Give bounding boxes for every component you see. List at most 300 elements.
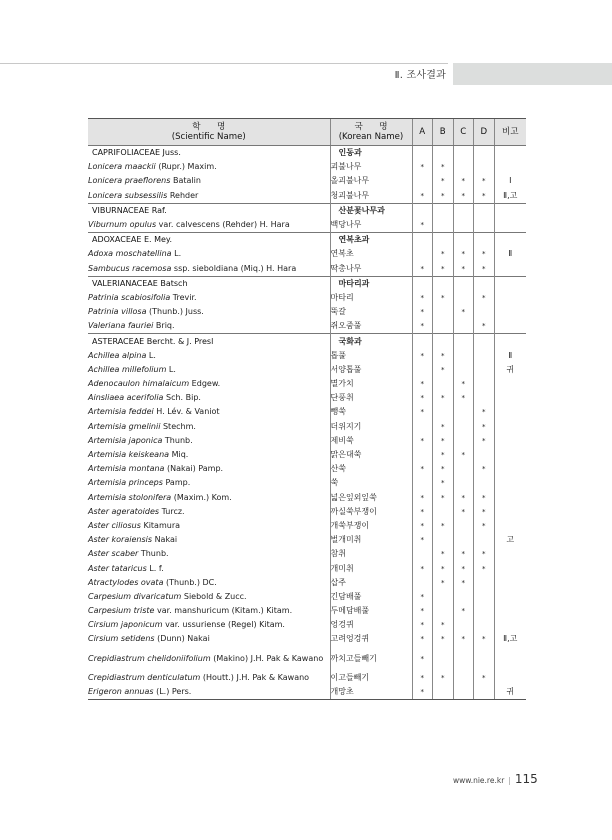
site-d-mark	[474, 276, 495, 291]
korean-name-cell: 엉겅퀴	[330, 618, 412, 632]
site-c-mark: *	[453, 189, 474, 204]
site-a-mark: *	[412, 189, 433, 204]
scientific-name-cell	[88, 262, 330, 277]
note-cell	[494, 160, 526, 174]
species-epithet: Aster ageratoides	[88, 506, 160, 516]
site-a-mark: *	[412, 604, 433, 618]
site-c-mark: *	[453, 448, 474, 462]
scientific-name-cell	[88, 533, 330, 547]
korean-name-cell: 단풍취	[330, 391, 412, 405]
site-d-mark: *	[474, 519, 495, 533]
note-cell	[494, 233, 526, 248]
site-d-mark: *	[474, 671, 495, 685]
site-a-mark: *	[412, 218, 433, 233]
species-row	[88, 174, 526, 188]
note-cell	[494, 391, 526, 405]
note-cell	[494, 647, 526, 671]
col-header-note: 비고	[494, 119, 526, 146]
scientific-name-cell	[88, 247, 330, 261]
species-authority: (Maxim.) Kom.	[171, 492, 232, 502]
site-c-mark: *	[453, 561, 474, 575]
site-c-mark	[453, 349, 474, 363]
species-epithet: Achillea millefolium	[88, 364, 167, 374]
scientific-name-cell	[88, 561, 330, 575]
site-b-mark: *	[433, 547, 454, 561]
species-authority: Thunb.	[162, 435, 193, 445]
col-header-korean	[330, 119, 412, 146]
species-authority: L.	[146, 350, 156, 360]
site-d-mark	[474, 618, 495, 632]
scientific-name-cell	[88, 462, 330, 476]
site-b-mark: *	[433, 247, 454, 261]
site-c-mark	[453, 146, 474, 161]
species-authority: Pamp.	[162, 478, 191, 488]
site-c-mark	[453, 434, 474, 448]
site-c-mark: *	[453, 247, 474, 261]
korean-name-cell: 넓은잎외잎쑥	[330, 491, 412, 505]
page-number: 115	[514, 772, 538, 786]
site-a-mark: *	[412, 505, 433, 519]
site-b-mark	[433, 405, 454, 419]
note-cell	[494, 405, 526, 419]
site-a-mark	[412, 547, 433, 561]
species-row	[88, 363, 526, 377]
site-a-mark: *	[412, 291, 433, 305]
site-c-mark	[453, 319, 474, 334]
site-b-mark	[433, 533, 454, 547]
site-c-mark	[453, 618, 474, 632]
note-cell: 고	[494, 533, 526, 547]
note-cell	[494, 146, 526, 161]
korean-name-cell: 까치고들빼기	[330, 647, 412, 671]
site-a-mark: *	[412, 405, 433, 419]
species-row	[88, 218, 526, 233]
site-b-mark: *	[433, 189, 454, 204]
korean-name-cell: 뺑쑥	[330, 405, 412, 419]
korean-name-cell: 개쑥부쟁이	[330, 519, 412, 533]
site-b-mark: *	[433, 291, 454, 305]
korean-name-cell: 벌개미취	[330, 533, 412, 547]
species-row	[88, 476, 526, 490]
col-header-scientific-en: (Scientific Name)	[171, 132, 246, 142]
korean-name-cell: 고려엉겅퀴	[330, 632, 412, 646]
scientific-name-cell: VALERIANACEAE Batsch	[88, 276, 330, 291]
site-a-mark: *	[412, 632, 433, 646]
site-c-mark: *	[453, 305, 474, 319]
scientific-name-cell	[88, 363, 330, 377]
species-epithet: Artemisia stolonifera	[88, 492, 172, 502]
korean-name-cell: 긴담배풀	[330, 590, 412, 604]
site-c-mark: *	[453, 576, 474, 590]
site-a-mark	[412, 334, 433, 349]
site-d-mark	[474, 160, 495, 174]
section-title: Ⅱ. 조사결과	[394, 70, 446, 81]
site-c-mark	[453, 685, 474, 700]
species-epithet: Viburnum opulus	[88, 220, 157, 230]
site-a-mark: *	[412, 319, 433, 334]
site-a-mark: *	[412, 671, 433, 685]
species-epithet: Adoxa moschatellina	[88, 249, 172, 259]
site-a-mark	[412, 247, 433, 261]
site-a-mark	[412, 476, 433, 490]
family-row	[88, 334, 526, 349]
site-b-mark: *	[433, 448, 454, 462]
site-a-mark: *	[412, 160, 433, 174]
site-b-mark: *	[433, 174, 454, 188]
species-row	[88, 160, 526, 174]
site-c-mark	[453, 647, 474, 671]
species-epithet: Crepidiastrum chelidoniifolium	[88, 653, 211, 663]
korean-name-cell: 제비쑥	[330, 434, 412, 448]
korean-name-cell: 멸가치	[330, 377, 412, 391]
scientific-name-cell: CAPRIFOLIACEAE Juss.	[92, 148, 181, 158]
korean-name-cell: 연복초과	[330, 233, 412, 248]
species-epithet: Ainsliaea acerifolia	[88, 393, 164, 403]
site-b-mark	[433, 203, 454, 218]
korean-name-cell: 산쑥	[330, 462, 412, 476]
scientific-name-cell: VIBURNACEAE Raf.	[88, 203, 330, 218]
note-cell: Ⅱ,고	[494, 632, 526, 646]
site-c-mark: *	[453, 491, 474, 505]
scientific-name-cell	[88, 174, 330, 188]
note-cell	[494, 305, 526, 319]
species-row	[88, 448, 526, 462]
site-d-mark: *	[474, 547, 495, 561]
site-b-mark: *	[433, 618, 454, 632]
site-a-mark	[412, 420, 433, 434]
species-row	[88, 377, 526, 391]
note-cell	[494, 276, 526, 291]
site-c-mark: *	[453, 377, 474, 391]
species-row	[88, 576, 526, 590]
species-row	[88, 519, 526, 533]
korean-name-cell: 괴불나무	[330, 160, 412, 174]
note-cell: Ⅰ	[494, 174, 526, 188]
site-a-mark	[412, 233, 433, 248]
species-row	[88, 547, 526, 561]
note-cell	[494, 420, 526, 434]
site-a-mark: *	[412, 462, 433, 476]
site-b-mark: *	[433, 391, 454, 405]
site-a-mark	[412, 576, 433, 590]
site-d-mark: *	[474, 505, 495, 519]
site-d-mark	[474, 305, 495, 319]
species-epithet: Lonicera maackii	[88, 162, 156, 172]
col-header-korean-ko: 국 명	[354, 122, 388, 132]
site-c-mark: *	[453, 505, 474, 519]
site-b-mark	[433, 377, 454, 391]
site-c-mark	[453, 233, 474, 248]
scientific-name-cell	[88, 420, 330, 434]
site-c-mark	[453, 671, 474, 685]
note-cell	[494, 262, 526, 277]
site-b-mark	[433, 319, 454, 334]
note-cell	[494, 319, 526, 334]
site-a-mark: *	[412, 491, 433, 505]
scientific-name-cell	[88, 590, 330, 604]
site-d-mark: *	[474, 174, 495, 188]
site-b-mark: *	[433, 420, 454, 434]
site-d-mark	[474, 647, 495, 671]
col-header-scientific	[88, 119, 330, 146]
site-b-mark	[433, 505, 454, 519]
species-row	[88, 391, 526, 405]
scientific-name-cell	[88, 189, 330, 204]
note-cell	[494, 377, 526, 391]
species-epithet: Artemisia keiskeana	[88, 450, 170, 460]
note-cell: 귀	[494, 363, 526, 377]
header-rule	[0, 63, 448, 64]
species-authority: Edgew.	[189, 379, 221, 389]
species-authority: Miq.	[169, 450, 189, 460]
species-row	[88, 462, 526, 476]
note-cell	[494, 618, 526, 632]
site-a-mark: *	[412, 305, 433, 319]
species-epithet: Artemisia feddei	[88, 407, 154, 417]
species-authority: Sch. Bip.	[163, 393, 201, 403]
species-epithet: Artemisia montana	[88, 464, 165, 474]
site-c-mark: *	[453, 391, 474, 405]
species-authority: (Houtt.) J.H. Pak & Kawano	[200, 672, 310, 682]
species-authority: (Rupr.) Maxim.	[155, 162, 217, 172]
site-a-mark: *	[412, 377, 433, 391]
col-header-a: A	[412, 119, 433, 146]
site-b-mark	[433, 218, 454, 233]
site-d-mark: *	[474, 434, 495, 448]
site-c-mark: *	[453, 174, 474, 188]
site-d-mark	[474, 334, 495, 349]
scientific-name-cell	[88, 218, 330, 233]
note-cell: Ⅱ	[494, 247, 526, 261]
korean-name-cell: 산분꽃나무과	[330, 203, 412, 218]
species-table	[88, 118, 526, 700]
scientific-name-cell	[88, 632, 330, 646]
col-header-b: B	[433, 119, 454, 146]
species-authority: var. calvescens (Rehder) H. Hara	[156, 220, 290, 230]
site-a-mark: *	[412, 561, 433, 575]
site-b-mark: *	[433, 363, 454, 377]
site-d-mark	[474, 233, 495, 248]
scientific-name-cell	[88, 305, 330, 319]
species-epithet: Achillea alpina	[88, 350, 147, 360]
note-cell: Ⅱ	[494, 349, 526, 363]
species-row	[88, 618, 526, 632]
site-d-mark: *	[474, 420, 495, 434]
site-b-mark	[433, 146, 454, 161]
species-epithet: Artemisia princeps	[88, 478, 163, 488]
site-c-mark	[453, 334, 474, 349]
site-d-mark	[474, 685, 495, 700]
site-b-mark: *	[433, 632, 454, 646]
footer-url: www.nie.re.kr	[453, 776, 505, 785]
site-d-mark: *	[474, 632, 495, 646]
korean-name-cell: 이고들빼기	[330, 671, 412, 685]
site-d-mark	[474, 203, 495, 218]
species-epithet: Aster koraiensis	[88, 535, 153, 545]
site-c-mark	[453, 462, 474, 476]
site-b-mark: *	[433, 476, 454, 490]
species-epithet: Artemisia gmelinii	[88, 421, 161, 431]
scientific-name-cell	[88, 434, 330, 448]
section-tab-box	[453, 63, 612, 85]
site-d-mark: *	[474, 319, 495, 334]
site-d-mark	[474, 576, 495, 590]
species-authority: var. ussuriense (Regel) Kitam.	[162, 620, 285, 630]
footer-separator: |	[508, 776, 511, 785]
scientific-name-cell	[88, 391, 330, 405]
site-c-mark	[453, 420, 474, 434]
col-header-d: D	[474, 119, 495, 146]
korean-name-cell: 개망초	[330, 685, 412, 700]
species-row	[88, 604, 526, 618]
species-epithet: Sambucus racemosa	[88, 263, 172, 273]
site-a-mark: *	[412, 349, 433, 363]
note-cell	[494, 334, 526, 349]
note-cell	[494, 434, 526, 448]
korean-name-cell: 삽주	[330, 576, 412, 590]
site-d-mark	[474, 146, 495, 161]
note-cell	[494, 576, 526, 590]
site-d-mark	[474, 476, 495, 490]
species-row	[88, 434, 526, 448]
korean-name-cell: 더위지기	[330, 420, 412, 434]
korean-name-cell: 백당나무	[330, 218, 412, 233]
species-authority: Nakai	[152, 535, 178, 545]
site-c-mark	[453, 533, 474, 547]
site-d-mark	[474, 349, 495, 363]
site-c-mark	[453, 291, 474, 305]
site-a-mark: *	[412, 391, 433, 405]
species-authority: Rehder	[167, 190, 199, 200]
site-d-mark: *	[474, 189, 495, 204]
korean-name-cell: 국화과	[330, 334, 412, 349]
site-b-mark: *	[433, 349, 454, 363]
note-cell	[494, 590, 526, 604]
site-b-mark	[433, 334, 454, 349]
korean-name-cell: 뚝갈	[330, 305, 412, 319]
species-epithet: Adenocaulon himalaicum	[88, 379, 190, 389]
korean-name-cell: 참취	[330, 547, 412, 561]
note-cell: 귀	[494, 685, 526, 700]
korean-name-cell: 쥐오줌풀	[330, 319, 412, 334]
site-a-mark: *	[412, 647, 433, 671]
note-cell	[494, 505, 526, 519]
species-epithet: Aster scaber	[88, 549, 139, 559]
site-a-mark: *	[412, 533, 433, 547]
site-d-mark: *	[474, 291, 495, 305]
species-epithet: Carpesium triste	[88, 606, 155, 616]
site-b-mark: *	[433, 262, 454, 277]
species-row	[88, 632, 526, 646]
col-header-korean-en: (Korean Name)	[338, 132, 404, 142]
site-b-mark: *	[433, 561, 454, 575]
species-authority: L.	[171, 249, 182, 259]
site-b-mark	[433, 590, 454, 604]
site-c-mark	[453, 160, 474, 174]
scientific-name-cell	[88, 349, 330, 363]
site-d-mark	[474, 590, 495, 604]
family-row	[88, 233, 526, 248]
species-authority: (Makino) J.H. Pak & Kawano	[210, 653, 324, 663]
table-header-row	[88, 119, 526, 146]
site-a-mark: *	[412, 434, 433, 448]
site-c-mark: *	[453, 604, 474, 618]
scientific-name-cell: ADOXACEAE E. Mey.	[88, 233, 330, 248]
site-a-mark: *	[412, 685, 433, 700]
site-b-mark	[433, 276, 454, 291]
species-authority: (Thunb.) DC.	[163, 577, 217, 587]
note-cell	[494, 547, 526, 561]
site-d-mark	[474, 533, 495, 547]
site-d-mark	[474, 448, 495, 462]
scientific-name-cell	[88, 377, 330, 391]
site-c-mark	[453, 405, 474, 419]
scientific-name-cell	[88, 618, 330, 632]
korean-name-cell: 인동과	[330, 146, 412, 161]
scientific-name-cell	[88, 491, 330, 505]
site-a-mark	[412, 363, 433, 377]
scientific-name-cell	[88, 448, 330, 462]
site-d-mark: *	[474, 247, 495, 261]
korean-name-cell: 올괴불나무	[330, 174, 412, 188]
species-row	[88, 590, 526, 604]
site-d-mark: *	[474, 405, 495, 419]
col-header-c: C	[453, 119, 474, 146]
korean-name-cell: 서양톱풀	[330, 363, 412, 377]
site-c-mark: *	[453, 547, 474, 561]
site-b-mark: *	[433, 491, 454, 505]
scientific-name-cell	[88, 519, 330, 533]
table-body	[88, 146, 526, 700]
site-b-mark: *	[433, 576, 454, 590]
family-row	[88, 203, 526, 218]
species-row	[88, 533, 526, 547]
species-row	[88, 291, 526, 305]
korean-name-cell: 맑은대쑥	[330, 448, 412, 462]
scientific-name-cell	[88, 319, 330, 334]
site-b-mark	[433, 685, 454, 700]
species-row	[88, 189, 526, 204]
site-b-mark	[433, 233, 454, 248]
species-authority: L.	[166, 364, 176, 374]
col-header-scientific-ko: 학 명	[192, 122, 226, 132]
species-row	[88, 349, 526, 363]
site-d-mark: *	[474, 491, 495, 505]
scientific-name-cell	[88, 604, 330, 618]
site-d-mark	[474, 218, 495, 233]
site-a-mark	[412, 448, 433, 462]
site-c-mark	[453, 519, 474, 533]
site-b-mark: *	[433, 160, 454, 174]
korean-name-cell: 마타리	[330, 291, 412, 305]
species-authority: var. manshuricum (Kitam.) Kitam.	[154, 606, 293, 616]
species-epithet: Aster ciliosus	[88, 520, 141, 530]
site-b-mark: *	[433, 434, 454, 448]
note-cell: Ⅱ,고	[494, 189, 526, 204]
species-epithet: Lonicera praeflorens	[88, 176, 171, 186]
scientific-name-cell	[88, 547, 330, 561]
site-b-mark	[433, 647, 454, 671]
species-authority: (Nakai) Pamp.	[164, 464, 224, 474]
site-b-mark: *	[433, 462, 454, 476]
korean-name-cell: 연복초	[330, 247, 412, 261]
species-authority: ssp. sieboldiana (Miq.) H. Hara	[171, 263, 297, 273]
site-b-mark	[433, 305, 454, 319]
site-a-mark	[412, 146, 433, 161]
site-a-mark	[412, 203, 433, 218]
species-authority: Batalin	[170, 176, 201, 186]
species-authority: Thunb.	[138, 549, 169, 559]
